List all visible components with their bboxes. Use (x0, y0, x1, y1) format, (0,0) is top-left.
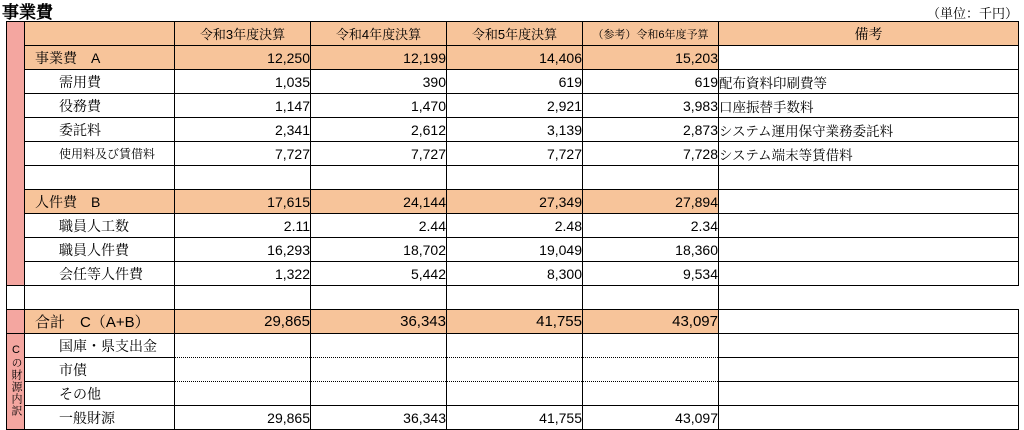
sidebar-cell-expense (7, 22, 25, 286)
row-value-fy3: 17,615 (175, 190, 311, 214)
row-label: 使用料及び賃借料 (25, 142, 175, 166)
row-value-fy3: 29,865 (175, 406, 311, 430)
row-value-fy3: 1,035 (175, 70, 311, 94)
row-note (719, 334, 1019, 358)
row-value-fy6: 43,097 (583, 310, 719, 334)
row-value-fy5: 2,921 (447, 94, 583, 118)
row-label: 役務費 (25, 94, 175, 118)
spacer-cell (7, 286, 25, 310)
row-note: システム端末等賃借料 (719, 142, 1019, 166)
spacer-cell (719, 166, 1019, 190)
row-value-fy4 (311, 334, 447, 358)
row-value-fy6: 27,894 (583, 190, 719, 214)
row-value-fy3: 7,727 (175, 142, 311, 166)
table-row (7, 46, 1019, 70)
row-value-fy4: 5,442 (311, 262, 447, 286)
table-row (7, 262, 1019, 286)
row-note (719, 310, 1019, 334)
row-label: 会任等人件費 (25, 262, 175, 286)
row-note (719, 238, 1019, 262)
table-row (7, 214, 1019, 238)
row-value-fy3: 2,341 (175, 118, 311, 142)
row-value-fy5: 8,300 (447, 262, 583, 286)
row-value-fy6: 43,097 (583, 406, 719, 430)
row-note (719, 214, 1019, 238)
row-value-fy6: 2.34 (583, 214, 719, 238)
row-note (719, 358, 1019, 382)
row-label: 職員人件費 (25, 238, 175, 262)
row-label: 市債 (25, 358, 175, 382)
sidebar-cell-funding-breakdown (7, 334, 25, 430)
row-value-fy3 (175, 334, 311, 358)
row-label: 需用費 (25, 70, 175, 94)
row-value-fy3 (175, 358, 311, 382)
row-value-fy6: 15,203 (583, 46, 719, 70)
unit-note: （単位：千円） (926, 6, 1018, 21)
row-value-fy5 (447, 382, 583, 406)
row-value-fy3: 1,322 (175, 262, 311, 286)
row-value-fy3 (175, 382, 311, 406)
row-value-fy6: 3,983 (583, 94, 719, 118)
row-value-fy4: 36,343 (311, 310, 447, 334)
row-note (719, 190, 1019, 214)
row-value-fy5: 619 (447, 70, 583, 94)
row-value-fy5: 41,755 (447, 310, 583, 334)
row-note (719, 262, 1019, 286)
row-value-fy4 (311, 382, 447, 406)
page-title: 事業費 (2, 3, 53, 22)
row-value-fy6: 2,873 (583, 118, 719, 142)
table-row (7, 406, 1019, 430)
table-row (7, 70, 1019, 94)
table-row (7, 142, 1019, 166)
column-header-fy3: 令和3年度決算 (175, 22, 311, 46)
row-note: システム運用保守業務委託料 (719, 118, 1019, 142)
row-value-fy6 (583, 358, 719, 382)
row-value-fy3: 29,865 (175, 310, 311, 334)
column-header-fy4: 令和4年度決算 (311, 22, 447, 46)
row-value-fy5: 19,049 (447, 238, 583, 262)
row-value-fy5: 14,406 (447, 46, 583, 70)
spacer-cell (311, 166, 447, 190)
row-value-fy6: 18,360 (583, 238, 719, 262)
table-row (7, 382, 1019, 406)
row-label: 事業費 A (25, 46, 175, 70)
table-row (7, 358, 1019, 382)
row-value-fy6: 619 (583, 70, 719, 94)
spacer-cell (175, 166, 311, 190)
row-value-fy5: 41,755 (447, 406, 583, 430)
row-note (719, 406, 1019, 430)
row-value-fy6 (583, 382, 719, 406)
row-label: 合計 C（A+B） (25, 310, 175, 334)
row-value-fy5: 7,727 (447, 142, 583, 166)
column-header-note: 備考 (719, 22, 1019, 46)
spacer-cell (447, 286, 583, 310)
spacer-cell (583, 286, 719, 310)
row-label: 職員人工数 (25, 214, 175, 238)
column-header-fy6: （参考）令和6年度予算 (583, 22, 719, 46)
row-label: 委託料 (25, 118, 175, 142)
table-spacer-row (7, 166, 1019, 190)
table-row (7, 118, 1019, 142)
row-note: 口座振替手数料 (719, 94, 1019, 118)
row-value-fy4: 24,144 (311, 190, 447, 214)
table-spacer-row (7, 286, 1019, 310)
spacer-cell (447, 166, 583, 190)
row-label: その他 (25, 382, 175, 406)
row-value-fy4: 12,199 (311, 46, 447, 70)
row-value-fy4: 36,343 (311, 406, 447, 430)
row-value-fy4: 18,702 (311, 238, 447, 262)
row-value-fy5: 2.48 (447, 214, 583, 238)
row-note (719, 46, 1019, 70)
row-value-fy5 (447, 334, 583, 358)
table-row (7, 190, 1019, 214)
financial-table (6, 21, 1019, 430)
spacer-cell (25, 286, 175, 310)
column-header-label (25, 22, 175, 46)
row-value-fy3: 1,147 (175, 94, 311, 118)
row-label: 国庫・県支出金 (25, 334, 175, 358)
row-value-fy3: 12,250 (175, 46, 311, 70)
row-value-fy4: 7,727 (311, 142, 447, 166)
table-row (7, 334, 1019, 358)
row-value-fy4: 1,470 (311, 94, 447, 118)
sidebar-label-funding: Cの財源内訳 (10, 343, 22, 417)
spacer-cell (583, 166, 719, 190)
row-value-fy4 (311, 358, 447, 382)
row-value-fy6: 9,534 (583, 262, 719, 286)
row-value-fy5: 3,139 (447, 118, 583, 142)
sidebar-cell-total (7, 310, 25, 334)
row-value-fy6 (583, 334, 719, 358)
table-row-total (7, 310, 1019, 334)
row-label: 人件費 B (25, 190, 175, 214)
row-value-fy4: 2.44 (311, 214, 447, 238)
row-value-fy3: 16,293 (175, 238, 311, 262)
row-label: 一般財源 (25, 406, 175, 430)
spacer-cell (175, 286, 311, 310)
row-note: 配布資料印刷費等 (719, 70, 1019, 94)
row-value-fy5 (447, 358, 583, 382)
row-value-fy6: 7,728 (583, 142, 719, 166)
table-header-row (7, 22, 1019, 46)
spacer-cell (311, 286, 447, 310)
row-value-fy4: 390 (311, 70, 447, 94)
column-header-fy5: 令和5年度決算 (447, 22, 583, 46)
row-value-fy4: 2,612 (311, 118, 447, 142)
row-value-fy5: 27,349 (447, 190, 583, 214)
spacer-cell (25, 166, 175, 190)
row-note (719, 382, 1019, 406)
table-row (7, 238, 1019, 262)
table-row (7, 94, 1019, 118)
row-value-fy3: 2.11 (175, 214, 311, 238)
title-row (0, 0, 1024, 22)
